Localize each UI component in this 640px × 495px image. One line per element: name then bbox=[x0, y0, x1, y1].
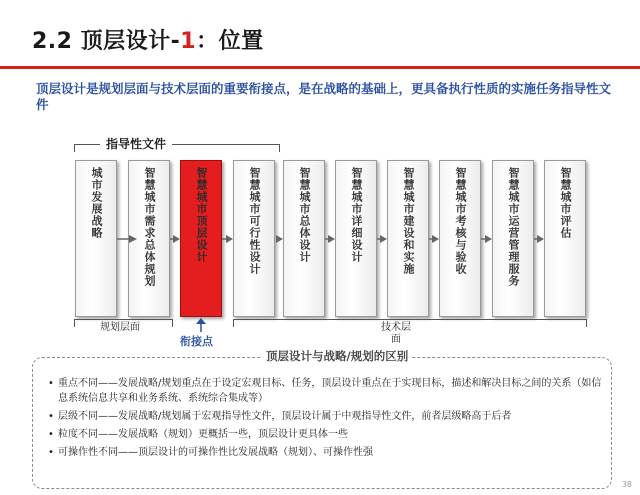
flow-arrow-icon bbox=[534, 235, 544, 243]
flow-arrow-icon bbox=[170, 235, 180, 243]
page-number: 38 bbox=[621, 480, 632, 489]
flow-step-acceptance bbox=[439, 160, 481, 317]
flow-step-label: 智慧城市总体设计 bbox=[298, 167, 311, 263]
bracket-tick bbox=[586, 319, 587, 327]
flow-step-label: 城市发展战略 bbox=[90, 167, 103, 239]
flow-step-strategy bbox=[75, 160, 117, 317]
flow-step-evaluation bbox=[544, 160, 586, 317]
title-number: 1 bbox=[180, 29, 197, 54]
bracket-tick bbox=[172, 319, 173, 327]
flow-arrow-icon bbox=[429, 235, 439, 243]
flow-step-detailed-design bbox=[335, 160, 377, 317]
flow-step-label: 智慧城市可行性设计 bbox=[248, 167, 261, 275]
flow-step-label: 智慧城市建设和实施 bbox=[402, 167, 415, 275]
list-item: • 粒度不同——发展战略（规划）更概括一些，顶层设计更具体一些 bbox=[48, 427, 608, 442]
flow-arrow-icon bbox=[325, 235, 335, 243]
bracket-tick bbox=[233, 319, 234, 327]
title-divider bbox=[0, 66, 640, 69]
interface-pointer-icon bbox=[194, 318, 208, 332]
flow-arrow-icon bbox=[377, 235, 387, 243]
planning-label: 规划层面 bbox=[100, 322, 140, 333]
technical-bracket-line bbox=[233, 319, 586, 320]
bracket-tick bbox=[74, 319, 75, 327]
flow-step-feasibility-design bbox=[233, 160, 275, 317]
flow-step-label: 智慧城市详细设计 bbox=[350, 167, 363, 263]
planning-bracket-line bbox=[74, 319, 172, 320]
title-suffix: ：位置 bbox=[196, 29, 264, 54]
flow-step-overall-design bbox=[283, 160, 325, 317]
technical-label: 技术层面 bbox=[378, 322, 414, 346]
flow-arrow-icon bbox=[275, 235, 283, 243]
flow-arrow-icon bbox=[117, 235, 137, 243]
flow-arrow-icon bbox=[222, 235, 233, 243]
page-title bbox=[32, 24, 264, 55]
flow-step-label: 智慧城市顶层设计 bbox=[195, 167, 208, 263]
list-item: • 重点不同——发展战略/规划重点在于设定宏观目标、任务，顶层设计重点在于实现目标，描述和解决目标之间的关系（如信息系统信息共享和业务系统、系统综合集成等） bbox=[48, 376, 608, 406]
flow-step-label: 智慧城市考核与验收 bbox=[454, 167, 467, 275]
subtitle: 顶层设计是规划层面与技术层面的重要衔接点，是在战略的基础上，更具备执行性质的实施任务指导性文件 bbox=[36, 81, 612, 112]
bracket-tick bbox=[279, 144, 280, 152]
flow-step-construction bbox=[387, 160, 429, 317]
bracket-tick bbox=[74, 144, 75, 152]
flow-step-label: 智慧城市需求总体规划 bbox=[143, 167, 156, 287]
list-item: • 层级不同——发展战略/规划属于宏观指导性文件，顶层设计属于中观指导性文件，前者层级略高于后者 bbox=[48, 409, 608, 424]
flow-step-operation bbox=[492, 160, 534, 317]
flow-arrow-icon bbox=[481, 235, 492, 243]
differences-list bbox=[48, 376, 608, 463]
interface-point-label: 衔接点 bbox=[180, 335, 213, 348]
guidance-label: 指导性文件 bbox=[100, 135, 172, 152]
flow-step-label: 智慧城市运营管理服务 bbox=[507, 167, 520, 287]
flow-step-top-level-design bbox=[180, 160, 222, 317]
title-prefix: 2.2 顶层设计- bbox=[32, 29, 181, 54]
flow-step-label: 智慧城市评估 bbox=[559, 167, 572, 239]
list-item: • 可操作性不同——顶层设计的可操作性比发展战略（规划）、可操作性强 bbox=[48, 445, 608, 460]
differences-title: 顶层设计与战略/规划的区别 bbox=[262, 348, 412, 364]
